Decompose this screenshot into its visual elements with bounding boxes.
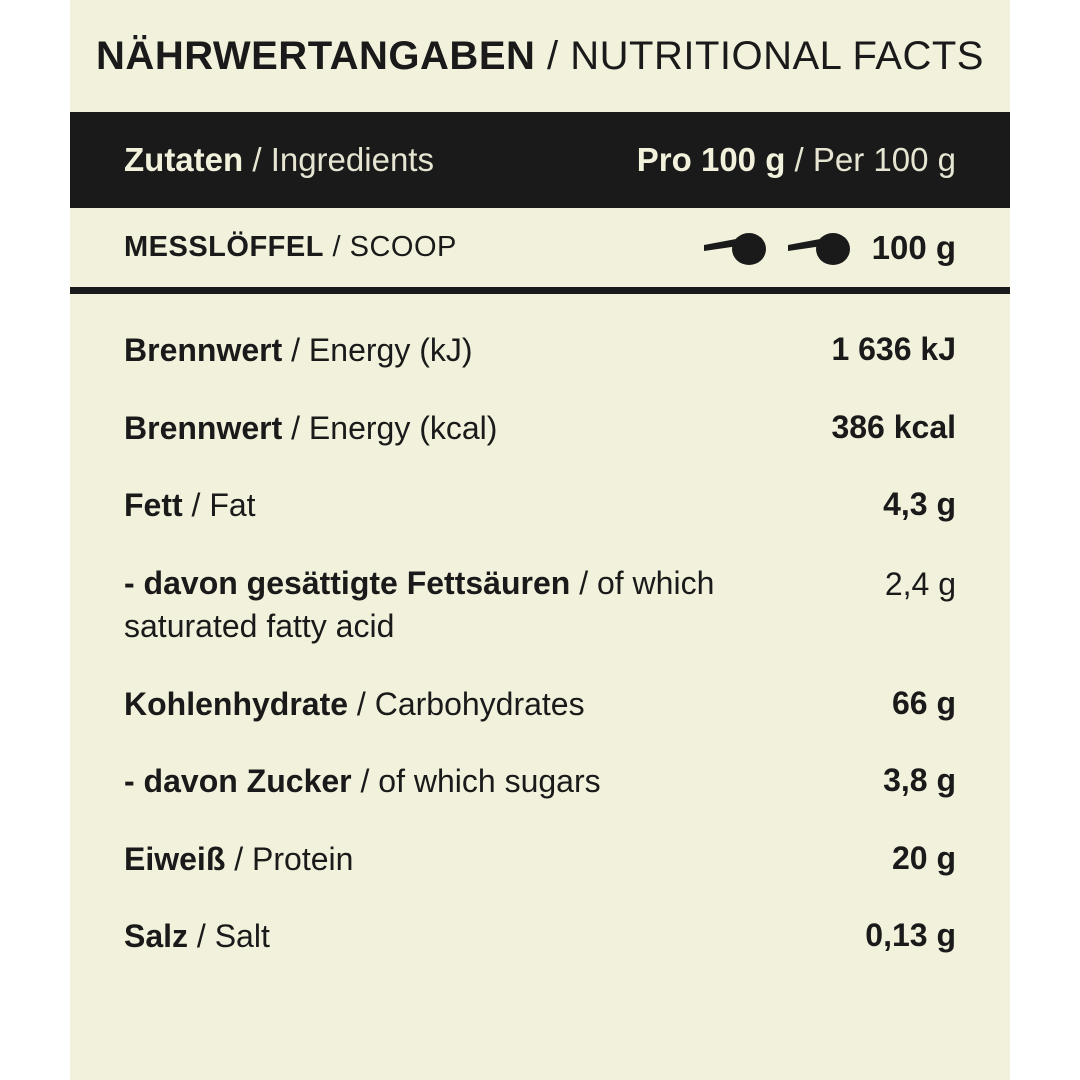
- panel-title: [70, 0, 1010, 112]
- row-label-separator: /: [225, 840, 253, 877]
- table-row: [124, 666, 956, 744]
- header-per-100g-separator: /: [785, 141, 813, 178]
- row-label-separator: /: [282, 409, 309, 446]
- row-value: 4,3 g: [883, 486, 956, 523]
- row-label: [124, 760, 601, 804]
- table-row: [124, 545, 956, 666]
- header-per-100g-de: Pro 100 g: [636, 141, 786, 178]
- scoop-right: [702, 227, 956, 269]
- nutrition-rows: [70, 294, 1010, 976]
- table-row: [124, 467, 956, 545]
- row-label: [124, 407, 497, 451]
- row-value: 2,4 g: [884, 565, 956, 602]
- header-ingredients-de: Zutaten: [124, 141, 244, 178]
- row-label-en: of which sugars: [378, 763, 601, 800]
- row-label-en: Energy (kcal): [308, 409, 498, 446]
- title-separator: /: [535, 33, 571, 78]
- header-ingredients-separator: /: [243, 141, 271, 178]
- row-label-de: Eiweiß: [124, 840, 226, 877]
- row-value: 386 kcal: [831, 408, 956, 445]
- row-label-separator: /: [188, 918, 215, 955]
- row-value: 0,13 g: [865, 917, 956, 954]
- row-label-en: Carbohydrates: [374, 685, 585, 722]
- row-label-de: Brennwert: [124, 332, 283, 368]
- header-per-100g-en: Per 100 g: [812, 141, 956, 178]
- row-label-de: Brennwert: [124, 409, 283, 446]
- table-row: [124, 898, 956, 976]
- row-label-de: - davon Zucker: [124, 763, 352, 800]
- header-per-100g: [637, 141, 956, 179]
- row-label-de: Salz: [124, 918, 189, 955]
- row-label-separator: /: [348, 685, 375, 722]
- scoop-label: [124, 231, 702, 264]
- row-value: 66 g: [891, 684, 956, 721]
- row-value: 1 636 kJ: [831, 331, 956, 367]
- table-row: [124, 390, 956, 468]
- row-label: [124, 329, 473, 373]
- row-label-en: of which saturated fatty acid: [124, 564, 715, 645]
- table-row: [124, 743, 956, 821]
- row-label-separator: /: [182, 487, 210, 524]
- scoop-label-separator: /: [323, 231, 350, 263]
- row-label-en: Salt: [214, 918, 270, 955]
- row-value: 20 g: [891, 839, 956, 876]
- row-label-separator: /: [570, 564, 597, 601]
- title-en: NUTRITIONAL FACTS: [570, 33, 984, 78]
- row-label-en: Protein: [252, 840, 354, 877]
- table-header-row: [70, 112, 1010, 208]
- table-row: [124, 312, 956, 390]
- row-label: [124, 838, 353, 882]
- row-label: [124, 562, 764, 649]
- row-value: 3,8 g: [883, 762, 956, 799]
- title-text: [96, 34, 984, 79]
- row-label: [124, 683, 585, 727]
- row-label-de: Kohlenhydrate: [124, 685, 349, 722]
- nutrition-panel: [70, 0, 1010, 1080]
- table-row: [124, 821, 956, 899]
- row-label-separator: /: [282, 332, 309, 368]
- row-label: [124, 915, 270, 959]
- row-label-de: - davon gesättigte Fettsäuren: [124, 564, 571, 601]
- title-de: NÄHRWERTANGABEN: [96, 33, 536, 78]
- scoop-icon: [702, 227, 774, 269]
- scoop-value: 100 g: [871, 228, 956, 266]
- row-label: [124, 484, 256, 528]
- scoop-icon: [786, 227, 858, 269]
- header-ingredients: [124, 141, 637, 179]
- header-ingredients-en: Ingredients: [270, 141, 434, 178]
- scoop-icon-group: [702, 227, 858, 269]
- scoop-label-de: MESSLÖFFEL: [124, 231, 324, 263]
- row-label-de: Fett: [124, 487, 183, 524]
- row-label-en: Energy (kJ): [308, 332, 473, 368]
- scoop-label-en: SCOOP: [349, 231, 457, 263]
- row-label-en: Fat: [209, 487, 256, 524]
- row-label-separator: /: [351, 763, 379, 800]
- scoop-row: [70, 208, 1010, 294]
